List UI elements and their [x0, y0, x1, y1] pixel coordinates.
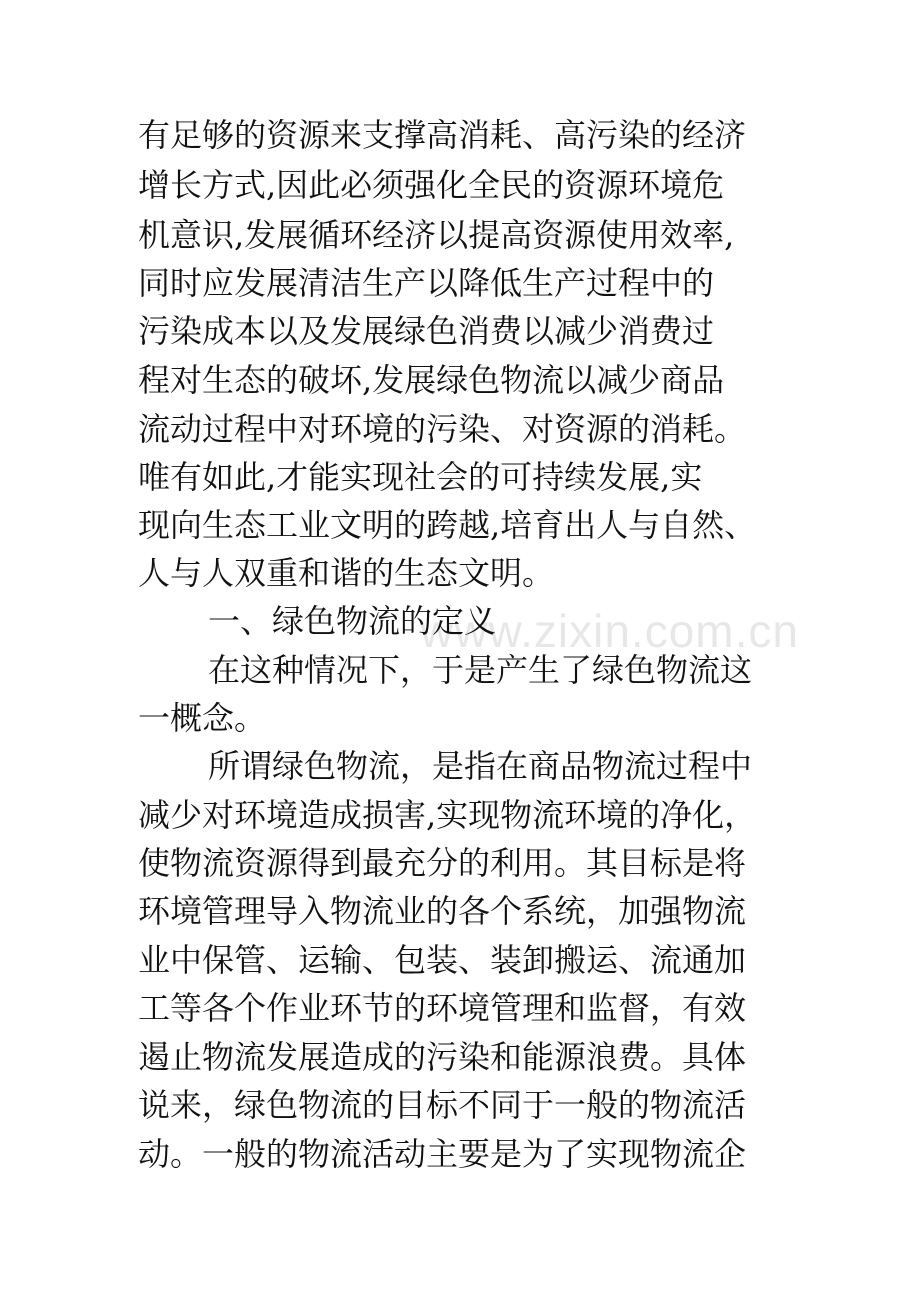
text-line: 有足够的资源来支撑高消耗、高污染的经济 [138, 116, 747, 154]
text-line: 增长方式,因此必须强化全民的资源环境危 [138, 166, 725, 204]
text-line: 程对生态的破坏,发展绿色物流以减少商品 [138, 361, 725, 399]
text-line: 一概念。 [138, 699, 267, 737]
section-heading: 一、绿色物流的定义 [208, 602, 497, 640]
text-line: 在这种情况下，于是产生了绿色物流这 [208, 651, 753, 689]
text-line: 同时应发展清洁生产以降低生产过程中的 [138, 264, 715, 302]
text-line: 环境管理导入物流业的各个系统，加强物流 [138, 892, 747, 930]
text-line: 使物流资源得到最充分的利用。其目标是将 [138, 844, 747, 882]
text-line: 动。一般的物流活动主要是为了实现物流企 [138, 1135, 747, 1173]
text-line: 现向生态工业文明的跨越,培育出人与自然、 [138, 506, 757, 544]
text-line: 所谓绿色物流，是指在商品物流过程中 [208, 747, 753, 785]
text-line: 污染成本以及发展绿色消费以减少消费过 [138, 312, 715, 350]
text-line: 人与人双重和谐的生态文明。 [138, 554, 555, 592]
text-line: 说来，绿色物流的目标不同于一般的物流活 [138, 1086, 747, 1124]
text-line: 业中保管、运输、包装、装卸搬运、流通加 [138, 941, 747, 979]
text-line: 减少对环境造成损害,实现物流环境的净化， [138, 796, 757, 834]
text-line: 遏止物流发展造成的污染和能源浪费。具体 [138, 1038, 747, 1076]
text-line: 工等各个作业环节的环境管理和监督，有效 [138, 989, 747, 1027]
text-line: 流动过程中对环境的污染、对资源的消耗。 [138, 410, 747, 448]
text-line: 机意识,发展循环经济以提高资源使用效率, [138, 216, 735, 254]
text-line: 唯有如此,才能实现社会的可持续发展,实 [138, 458, 703, 496]
watermark: www.zixin.com.cn [420, 605, 799, 657]
